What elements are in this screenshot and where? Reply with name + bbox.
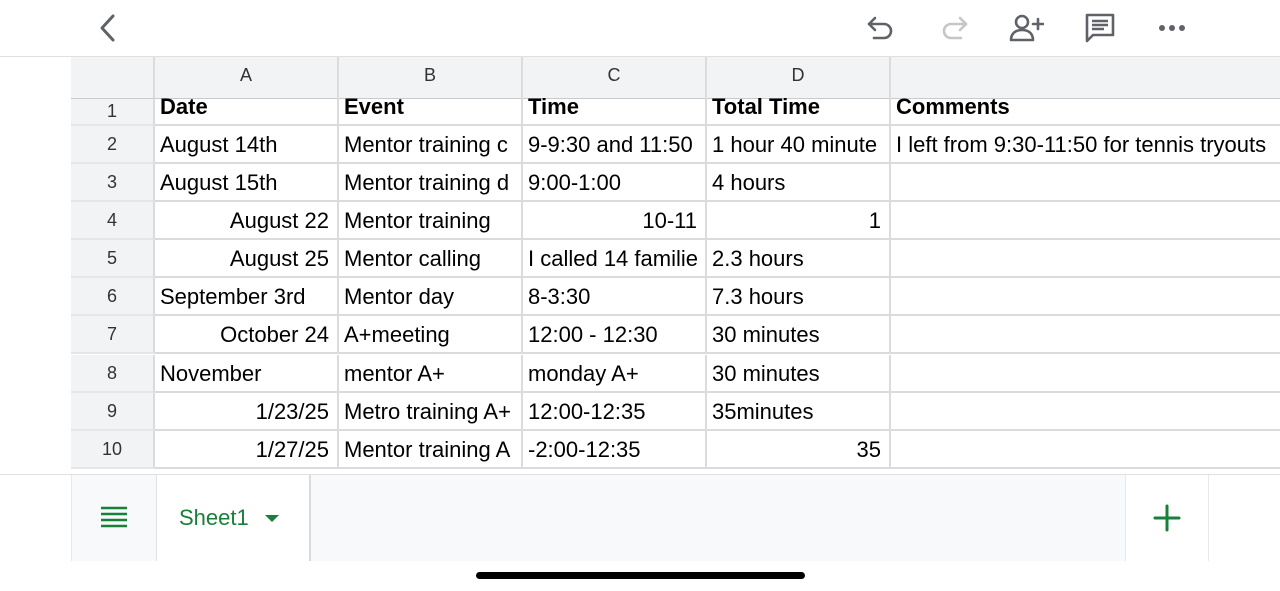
cell-total-time[interactable]: 35 [707,431,891,469]
undo-button[interactable] [861,8,901,48]
row-header[interactable]: 10 [71,431,155,469]
cell-date[interactable]: August 14th [155,126,339,164]
sheet-tab-bar [0,474,1280,560]
cell-event[interactable]: mentor A+ [339,355,523,393]
cell-time[interactable]: 12:00-12:35 [523,393,707,431]
cell-date[interactable]: 1/23/25 [155,393,339,431]
cell-time[interactable]: -2:00-12:35 [523,431,707,469]
column-header-c[interactable]: C [523,57,707,99]
cell-time[interactable]: monday A+ [523,355,707,393]
all-sheets-button[interactable] [71,475,157,561]
comment-icon [1084,12,1116,44]
cell-date[interactable]: 1/27/25 [155,431,339,469]
cell-event[interactable]: Mentor day [339,278,523,316]
cell-event[interactable]: A+meeting [339,316,523,354]
cell-comments[interactable]: I left from 9:30-11:50 for tennis tryouts [891,126,1280,164]
cell-event[interactable]: Mentor calling [339,240,523,278]
cell-event[interactable]: Mentor training A [339,431,523,469]
cell-total-time[interactable]: 35minutes [707,393,891,431]
redo-button[interactable] [934,8,974,48]
redo-icon [939,14,969,42]
cell-date[interactable]: September 3rd [155,278,339,316]
cell-comments[interactable] [891,278,1280,316]
cell-comments[interactable] [891,393,1280,431]
cell-total-time[interactable]: 7.3 hours [707,278,891,316]
caret-down-icon[interactable] [265,515,279,522]
cell-event[interactable]: Mentor training c [339,126,523,164]
row-header[interactable]: 8 [71,355,155,393]
cell-event[interactable]: Metro training A+ [339,393,523,431]
cell-date[interactable]: August 22 [155,202,339,240]
cell-time[interactable]: 8-3:30 [523,278,707,316]
row-header[interactable]: 9 [71,393,155,431]
chevron-left-icon [97,13,119,43]
share-button[interactable] [1006,8,1046,48]
add-sheet-button[interactable] [1125,475,1209,561]
cell-date[interactable]: August 25 [155,240,339,278]
cell-date[interactable]: October 24 [155,316,339,354]
top-toolbar [0,0,1280,57]
undo-icon [866,14,896,42]
cell-comments[interactable] [891,431,1280,469]
cell-comments[interactable] [891,202,1280,240]
back-button[interactable] [88,8,128,48]
plus-icon [1153,504,1181,532]
cell-comments[interactable]: Comments [891,88,1280,126]
cell-date[interactable]: August 15th [155,164,339,202]
cell-comments[interactable] [891,316,1280,354]
cell-total-time[interactable]: 30 minutes [707,355,891,393]
sheet-tab-bar-empty [311,475,1125,561]
more-horizontal-icon [1158,24,1186,32]
cell-total-time[interactable]: 30 minutes [707,316,891,354]
cell-total-time[interactable]: 1 [707,202,891,240]
cell-time[interactable]: 9:00-1:00 [523,164,707,202]
row-header[interactable]: 4 [71,202,155,240]
cell-time[interactable]: 10-11 [523,202,707,240]
sheet-tab-sheet1[interactable] [157,475,311,561]
cell-comments[interactable] [891,240,1280,278]
cell-total-time[interactable]: 4 hours [707,164,891,202]
column-header-d[interactable]: D [707,57,891,99]
cell-total-time[interactable]: 2.3 hours [707,240,891,278]
select-all-corner[interactable] [71,57,155,99]
cell-event[interactable]: Mentor training [339,202,523,240]
add-person-icon [1008,13,1044,43]
comment-button[interactable] [1080,8,1120,48]
cell-date[interactable]: Date [155,88,339,126]
cell-date[interactable]: November [155,355,339,393]
cell-event[interactable]: Event [339,88,523,126]
row-header[interactable]: 5 [71,240,155,278]
row-header[interactable]: 1 [71,99,155,126]
cell-time[interactable]: I called 14 familie [523,240,707,278]
sheet-list-icon [100,506,128,530]
column-header-a[interactable]: A [155,57,339,99]
row-header[interactable]: 2 [71,126,155,164]
cell-time[interactable]: 9-9:30 and 11:50 [523,126,707,164]
column-header-b[interactable]: B [339,57,523,99]
cell-event[interactable]: Mentor training d [339,164,523,202]
spreadsheet-grid[interactable] [71,57,1280,474]
home-indicator [476,572,805,579]
row-header[interactable]: 6 [71,278,155,316]
sheet-tab-label: Sheet1 [179,505,249,530]
row-header[interactable]: 7 [71,316,155,354]
more-button[interactable] [1152,8,1192,48]
cell-time[interactable]: 12:00 - 12:30 [523,316,707,354]
cell-time[interactable]: Time [523,88,707,126]
cell-total-time[interactable]: Total Time [707,88,891,126]
cell-comments[interactable] [891,355,1280,393]
cell-total-time[interactable]: 1 hour 40 minute [707,126,891,164]
cell-comments[interactable] [891,164,1280,202]
row-header[interactable]: 3 [71,164,155,202]
